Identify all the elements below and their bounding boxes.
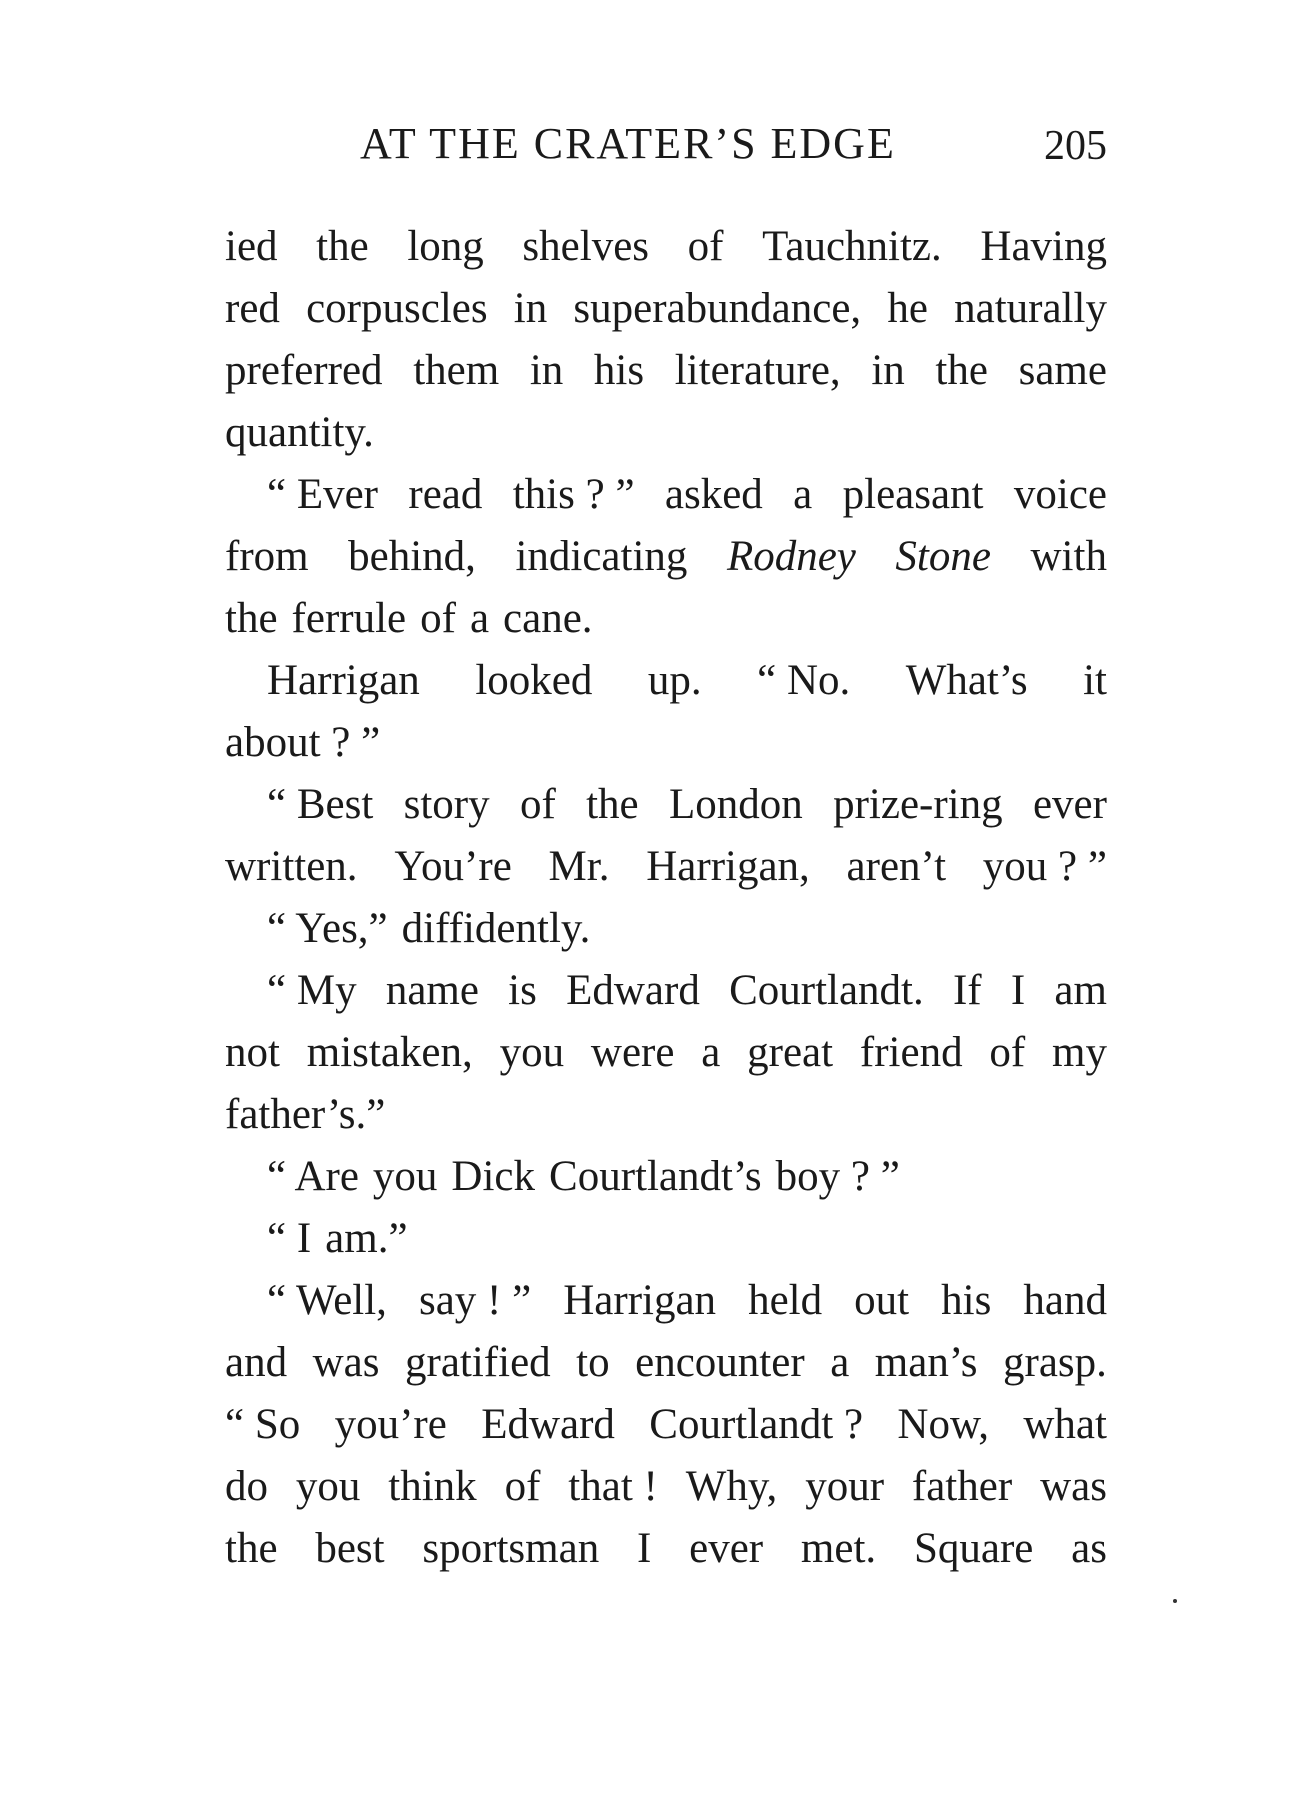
word: Courtlandt’s bbox=[549, 1153, 762, 1200]
text-line bbox=[225, 650, 1107, 712]
word: long bbox=[407, 223, 484, 270]
word: looked bbox=[475, 657, 593, 704]
word: what bbox=[1023, 1401, 1107, 1448]
body-text bbox=[225, 216, 1107, 1580]
word: I bbox=[637, 1525, 652, 1572]
word: not bbox=[225, 1029, 280, 1076]
word: is bbox=[508, 967, 537, 1014]
word: you bbox=[499, 1029, 565, 1076]
word: friend bbox=[859, 1029, 963, 1076]
word: What’s bbox=[905, 657, 1028, 704]
text-line bbox=[225, 278, 1107, 340]
text-line bbox=[225, 1084, 1107, 1146]
word: that ! bbox=[568, 1463, 658, 1510]
margin-speck bbox=[1173, 1599, 1177, 1603]
word: If bbox=[952, 967, 982, 1014]
word: encounter bbox=[635, 1339, 805, 1386]
word: the bbox=[316, 223, 369, 270]
word: of bbox=[504, 1463, 541, 1510]
word: in bbox=[871, 347, 905, 394]
word: this ? ” bbox=[512, 471, 635, 518]
word: “ Are bbox=[267, 1153, 359, 1200]
word: in bbox=[513, 285, 548, 332]
word: diffidently. bbox=[401, 905, 591, 952]
word: his bbox=[941, 1277, 992, 1324]
word: a bbox=[793, 471, 813, 518]
text-line bbox=[225, 1146, 1107, 1208]
word: “ I bbox=[267, 1215, 312, 1262]
word: “ No. bbox=[757, 657, 851, 704]
word: do bbox=[225, 1463, 268, 1510]
word: a bbox=[830, 1339, 850, 1386]
word: you ? ” bbox=[982, 843, 1107, 890]
text-line bbox=[225, 216, 1107, 278]
word: the bbox=[225, 595, 278, 642]
word: he bbox=[887, 285, 928, 332]
word: superabundance, bbox=[573, 285, 862, 332]
word: name bbox=[385, 967, 479, 1014]
word: was bbox=[1040, 1463, 1107, 1510]
word: man’s bbox=[874, 1339, 978, 1386]
word: out bbox=[854, 1277, 910, 1324]
word: gratified bbox=[405, 1339, 551, 1386]
word: Why, bbox=[685, 1463, 778, 1510]
word: quantity. bbox=[225, 409, 374, 456]
running-head bbox=[225, 118, 1107, 178]
text-line bbox=[225, 464, 1107, 526]
word: from bbox=[225, 533, 309, 580]
word: asked bbox=[664, 471, 763, 518]
word: ferrule bbox=[291, 595, 407, 642]
word: “ Yes,” bbox=[267, 905, 388, 952]
word: Having bbox=[980, 223, 1107, 270]
word: best bbox=[315, 1525, 385, 1572]
word: up. bbox=[647, 657, 702, 704]
word: my bbox=[1052, 1029, 1107, 1076]
word: was bbox=[312, 1339, 380, 1386]
word: were bbox=[590, 1029, 675, 1076]
word: held bbox=[748, 1277, 823, 1324]
word: a bbox=[701, 1029, 721, 1076]
text-line bbox=[225, 340, 1107, 402]
text-line bbox=[225, 898, 1107, 960]
text-line bbox=[225, 1456, 1107, 1518]
word: you’re bbox=[334, 1401, 447, 1448]
word: voice bbox=[1013, 471, 1107, 518]
word: written. bbox=[225, 843, 358, 890]
text-line bbox=[225, 526, 1107, 588]
word: Edward bbox=[566, 967, 700, 1014]
text-line bbox=[225, 836, 1107, 898]
word: father’s.” bbox=[225, 1091, 386, 1138]
word: “ So bbox=[225, 1401, 301, 1448]
word: Harrigan, bbox=[646, 843, 810, 890]
word: about ? ” bbox=[225, 719, 381, 766]
word: indicating bbox=[515, 533, 688, 580]
word: the bbox=[225, 1525, 278, 1572]
word: the bbox=[586, 781, 639, 828]
word: aren’t bbox=[846, 843, 947, 890]
word: sportsman bbox=[422, 1525, 600, 1572]
word: hand bbox=[1023, 1277, 1107, 1324]
word: Courtlandt ? bbox=[649, 1401, 864, 1448]
word: London bbox=[668, 781, 803, 828]
word: Now, bbox=[897, 1401, 989, 1448]
word: cane. bbox=[503, 595, 593, 642]
word: to bbox=[576, 1339, 610, 1386]
word: with bbox=[1030, 533, 1107, 580]
word: literature, bbox=[674, 347, 841, 394]
word: “ Well, bbox=[267, 1277, 387, 1324]
word: his bbox=[593, 347, 645, 394]
word: the bbox=[935, 347, 988, 394]
word: of bbox=[989, 1029, 1026, 1076]
text-line bbox=[225, 588, 1107, 650]
text-line bbox=[225, 1022, 1107, 1084]
word: preferred bbox=[225, 347, 383, 394]
word: of bbox=[687, 223, 724, 270]
word: prize-ring bbox=[833, 781, 1003, 828]
word: say ! ” bbox=[418, 1277, 532, 1324]
word: grasp. bbox=[1003, 1339, 1107, 1386]
word: boy ? ” bbox=[775, 1153, 900, 1200]
word: behind, bbox=[348, 533, 476, 580]
word: Harrigan bbox=[563, 1277, 717, 1324]
word: am bbox=[1054, 967, 1107, 1014]
word: “ My bbox=[267, 967, 357, 1014]
text-line bbox=[225, 402, 1107, 464]
text-line bbox=[225, 1394, 1107, 1456]
word: of bbox=[519, 781, 556, 828]
word: am.” bbox=[325, 1215, 408, 1262]
word: your bbox=[805, 1463, 885, 1510]
word: father bbox=[911, 1463, 1013, 1510]
word: read bbox=[408, 471, 483, 518]
word: Courtlandt. bbox=[729, 967, 924, 1014]
word: you bbox=[295, 1463, 361, 1510]
word: ever bbox=[689, 1525, 764, 1572]
word: Stone bbox=[895, 533, 991, 580]
page-number: 205 bbox=[1044, 123, 1107, 169]
word: “ Ever bbox=[267, 471, 379, 518]
word: and bbox=[225, 1339, 288, 1386]
word: naturally bbox=[954, 285, 1107, 332]
word: Dick bbox=[451, 1153, 536, 1200]
word: Square bbox=[913, 1525, 1034, 1572]
word: it bbox=[1083, 657, 1107, 704]
word: you bbox=[372, 1153, 438, 1200]
word: story bbox=[403, 781, 490, 828]
word: Edward bbox=[481, 1401, 615, 1448]
word: great bbox=[747, 1029, 834, 1076]
word: a bbox=[469, 595, 490, 642]
word: think bbox=[388, 1463, 477, 1510]
word: of bbox=[420, 595, 456, 642]
text-line bbox=[225, 1270, 1107, 1332]
text-line bbox=[225, 1208, 1107, 1270]
word: red bbox=[225, 285, 280, 332]
word: pleasant bbox=[842, 471, 984, 518]
word: ever bbox=[1032, 781, 1107, 828]
text-line bbox=[225, 712, 1107, 774]
text-line bbox=[225, 1332, 1107, 1394]
word: Rodney bbox=[726, 533, 856, 580]
running-title: AT THE CRATER’S EDGE bbox=[360, 119, 896, 168]
word: Mr. bbox=[548, 843, 610, 890]
word: corpuscles bbox=[306, 285, 488, 332]
word: You’re bbox=[394, 843, 512, 890]
word: ied bbox=[225, 223, 278, 270]
word: in bbox=[529, 347, 564, 394]
word: shelves bbox=[522, 223, 650, 270]
word: Tauchnitz. bbox=[762, 223, 942, 270]
text-line bbox=[225, 960, 1107, 1022]
word: them bbox=[413, 347, 500, 394]
word: “ Best bbox=[267, 781, 374, 828]
word: Harrigan bbox=[267, 657, 420, 704]
word: as bbox=[1071, 1525, 1107, 1572]
word: same bbox=[1018, 347, 1107, 394]
word: met. bbox=[800, 1525, 877, 1572]
text-line bbox=[225, 1518, 1107, 1580]
word: mistaken, bbox=[306, 1029, 473, 1076]
word: I bbox=[1010, 967, 1026, 1014]
text-line bbox=[225, 774, 1107, 836]
